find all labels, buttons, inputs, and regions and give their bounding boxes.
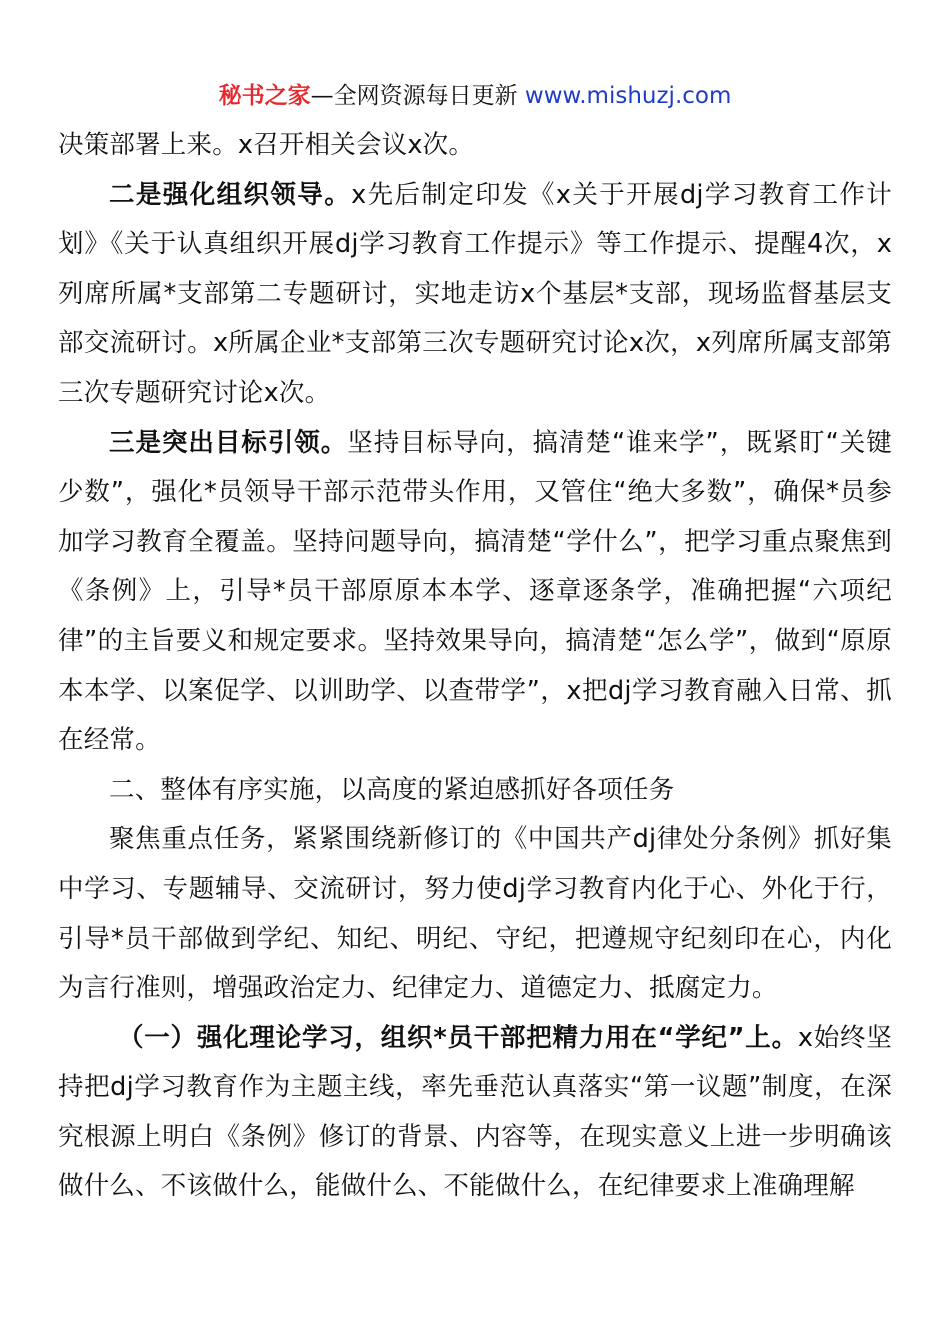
paragraph-organization-leadership [58,171,892,419]
paragraph-theory-study [58,1014,892,1212]
paragraph-continuation [58,121,892,171]
site-url-link[interactable]: www.mishuzj.com [524,83,732,109]
paragraph-lead: （一）强化理论学习，组织*员干部把精力用在“学纪”上。 [118,1022,798,1053]
paragraph-key-tasks [58,815,892,1013]
paragraph-text: x先后制定印发《x关于开展dj学习教育工作计划》《关于认真组织开展dj学习教育工作提示》等工作提示、提醒4次，x列席所属*支部第二专题研讨，实地走访x个基层*支部，现场监督基层支部交流研讨。x所属企业*支部第三次专题研究讨论x次，x列席所属支部第三次专题研究讨论x次。 [58,179,892,408]
section-heading [58,766,892,816]
brand-name: 秘书之家 [218,83,311,109]
paragraph-lead: 三是突出目标引领。 [109,427,348,458]
paragraph-text: x始终坚持把dj学习教育作为主题主线，率先垂范认真落实“第一议题”制度，在深究根源上明白《条例》修订的背景、内容等，在现实意义上进一步明确该做什么、不该做什么，能做什么、不能做什么，在纪律要求上准确理解 [58,1022,892,1202]
site-header [0,80,950,112]
site-slogan: —全网资源每日更新 [310,83,518,109]
paragraph-text: 聚焦重点任务，紧紧围绕新修订的《中国共产dj律处分条例》抓好集中学习、专题辅导、交流研讨，努力使dj学习教育内化于心、外化于行，引导*员干部做到学纪、知纪、明纪、守纪，把遵规守纪刻印在心，内化为言行准则，增强政治定力、纪律定力、道德定力、抵腐定力。 [58,824,892,1004]
paragraph-goal-guidance [58,419,892,766]
document-body [58,121,892,1212]
section-heading-text: 二、整体有序实施，以高度的紧迫感抓好各项任务 [109,774,675,805]
paragraph-lead: 二是强化组织领导。 [109,179,352,210]
paragraph-text: 坚持目标导向，搞清楚“谁来学”，既紧盯“关键少数”，强化*员领导干部示范带头作用，又管住“绝大多数”，确保*员参加学习教育全覆盖。坚持问题导向，搞清楚“学什么”，把学习重点聚焦到《条例》上，引导*员干部原原本本学、逐章逐条学，准确把握“六项纪律”的主旨要义和规定要求。坚持效果导向，搞清楚“怎么学”，做到“原原本本学、以案促学、以训助学、以查带学”，x把dj学习教育融入日常、抓在经常。 [58,427,892,756]
paragraph-text: 决策部署上来。x召开相关会议x次。 [58,130,475,160]
